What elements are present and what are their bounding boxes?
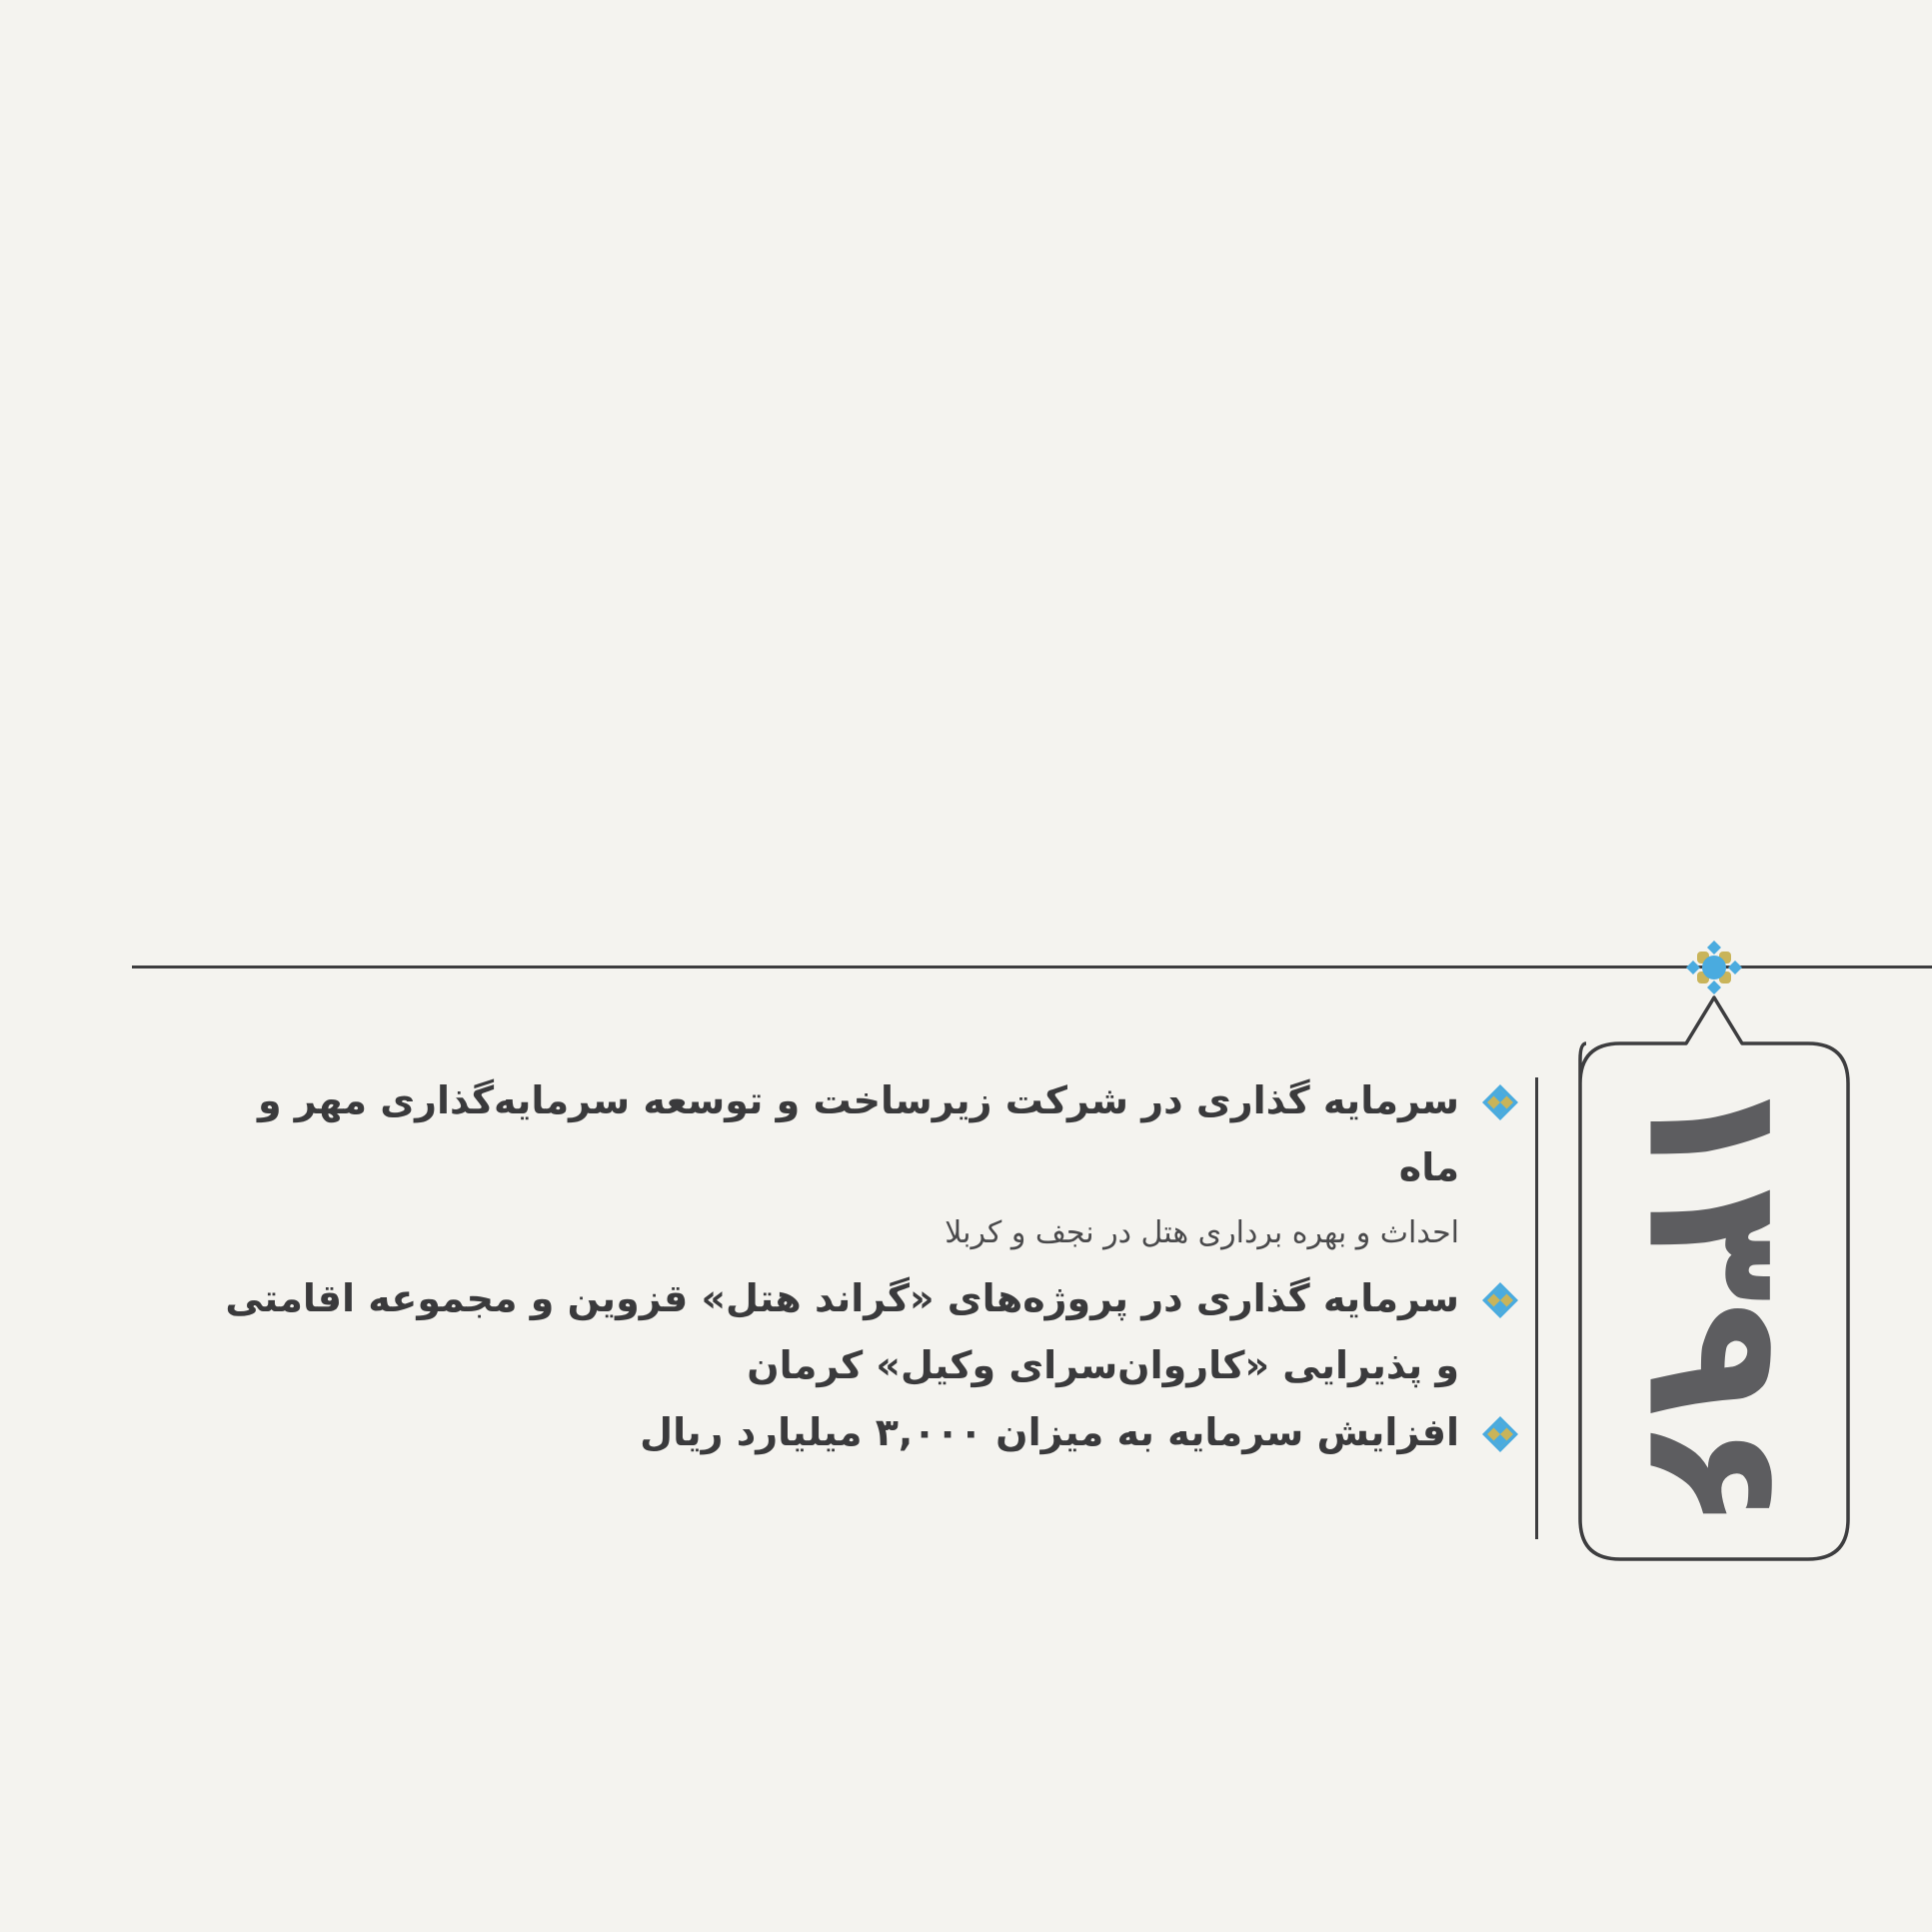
list-item [200,1399,1519,1466]
year-label [1579,1047,1849,1557]
timeline-line [132,966,1932,968]
item-title: سرمایه گذاری در شرکت زیرساخت و توسعه سرمایه‌گذاری مهر و ماه [257,1078,1459,1189]
diamond-bullet-icon [1481,1083,1519,1121]
item-description: احداث و بهره برداری هتل در نجف و کربلا [945,1215,1459,1250]
vertical-divider [1535,1077,1538,1539]
year-text: ۱۳۹۶ [1605,1072,1825,1532]
item-title: سرمایه گذاری در پروژه‌های «گراند هتل» قزوین و مجموعه اقامتی و پذیرایی «کاروان‌سرای وکیل» کرمان [225,1276,1459,1387]
diamond-bullet-icon [1481,1281,1519,1319]
item-title: افزایش سرمایه به میزان ۳,۰۰۰ میلیارد ریال [640,1410,1459,1454]
diamond-bullet-icon [1481,1415,1519,1453]
list-item [200,1265,1519,1399]
event-list [200,1067,1519,1466]
timeline-marker-icon [1684,940,1744,995]
list-item [200,1067,1519,1265]
